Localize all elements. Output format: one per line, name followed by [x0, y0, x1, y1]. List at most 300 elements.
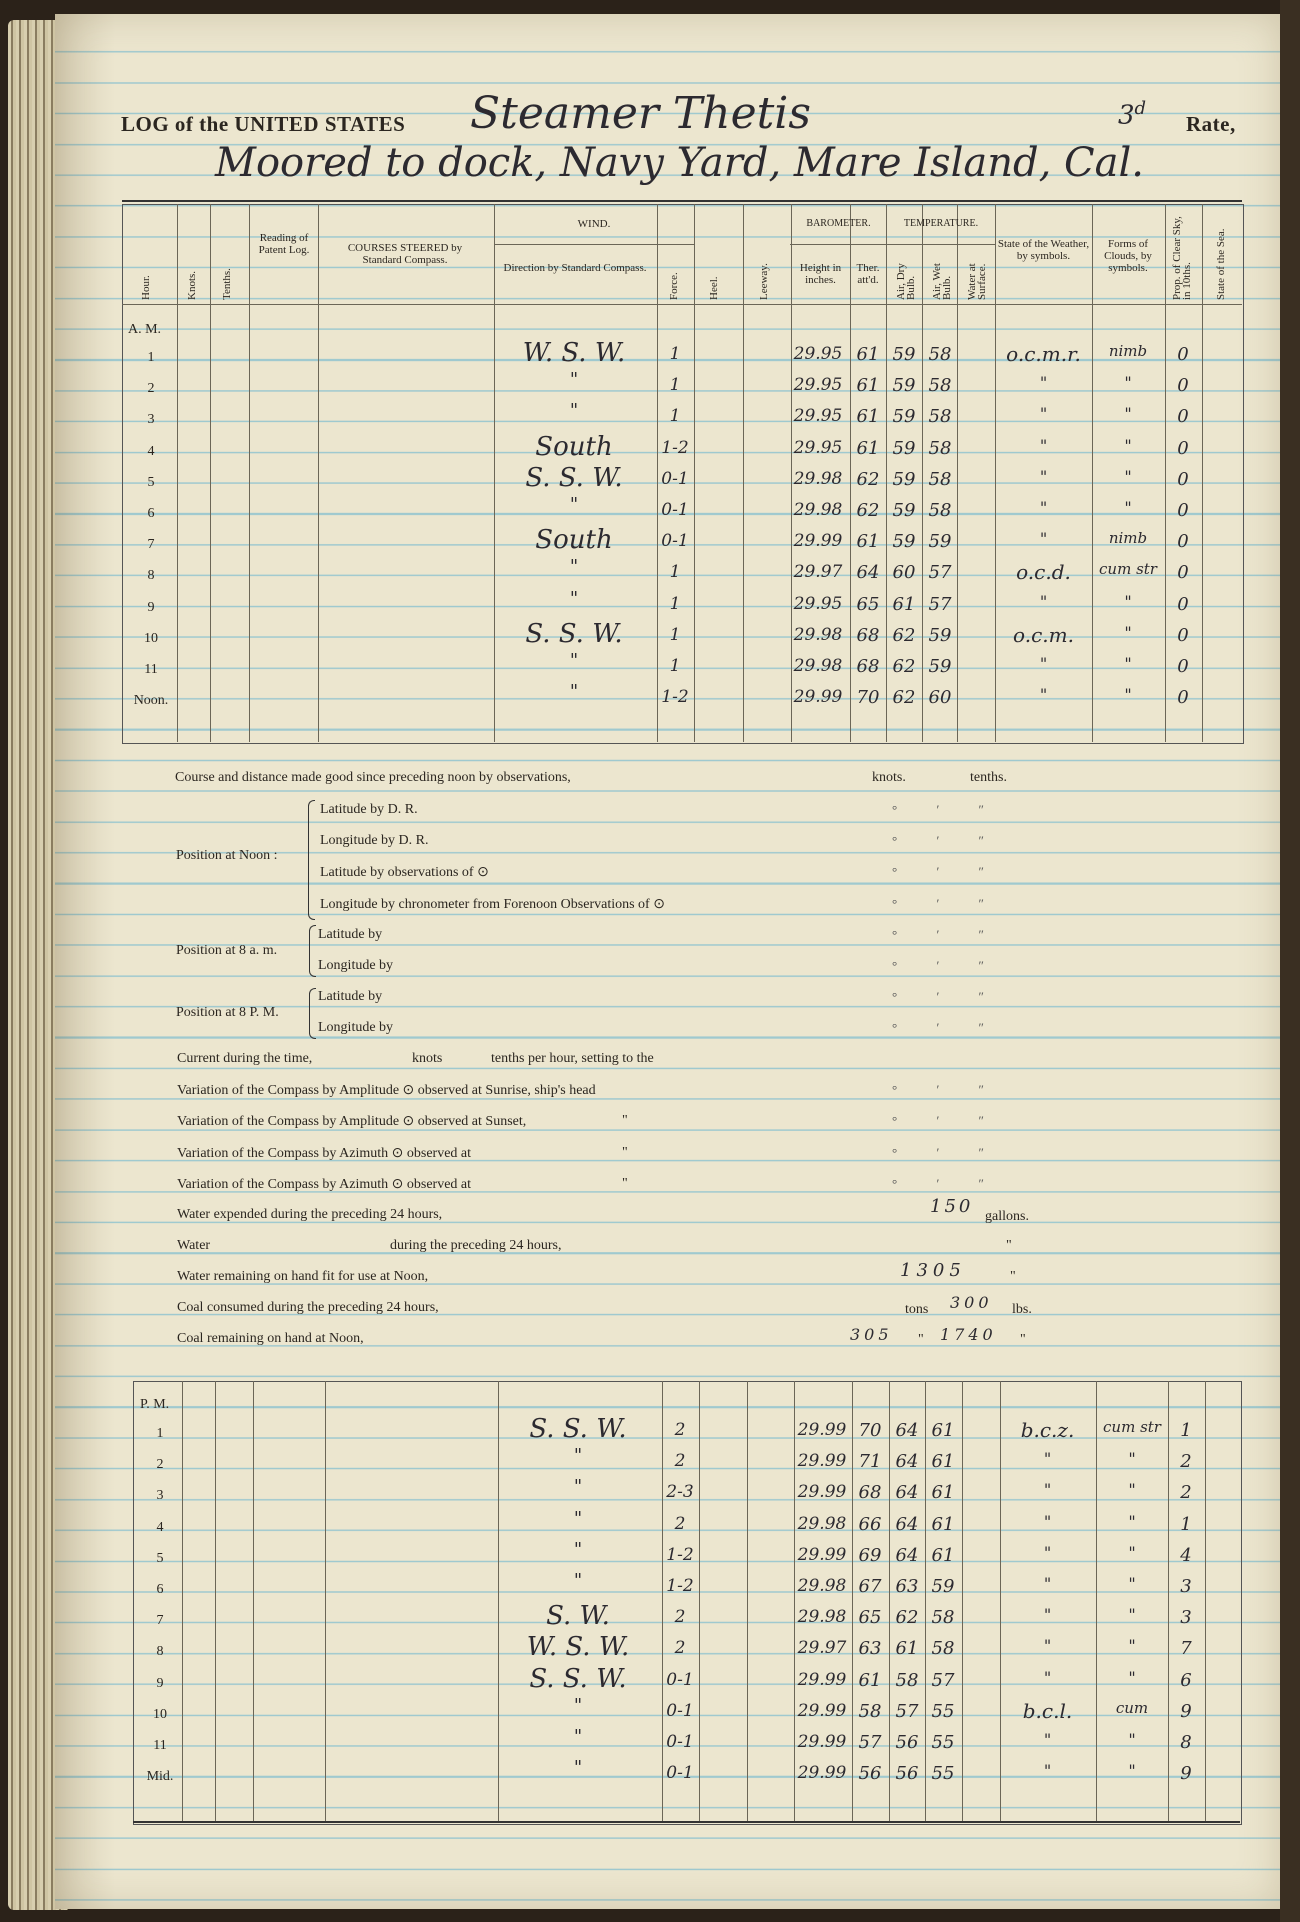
pm-row-clouds: ": [1128, 1574, 1136, 1593]
pm-row-wet: 59: [931, 1576, 955, 1597]
pm-row-height: 29.99: [797, 1451, 847, 1472]
pm-row-weather: ": [1043, 1636, 1052, 1656]
am-row-dry: 59: [892, 344, 916, 365]
am-row-wet: 58: [928, 406, 952, 428]
pm-row-height: 29.98: [797, 1513, 847, 1534]
pm-row-wet: 61: [931, 1544, 955, 1566]
col-force-header: Force.: [668, 272, 680, 300]
pm-row-hour: 8: [156, 1644, 164, 1660]
am-col-divider: [318, 204, 319, 742]
water-expended-value: 150: [930, 1196, 974, 1217]
am-row-hour: 6: [147, 506, 155, 521]
pm-row-hour: 5: [156, 1550, 164, 1566]
degree-symbols: ° ′ ″: [892, 958, 1002, 973]
course-tenths: tenths.: [970, 770, 1007, 785]
noon-lat-obs: Latitude by observations of ⊙: [320, 865, 489, 880]
pm-row-ther: 70: [858, 1420, 882, 1441]
water-during-label: during the preceding 24 hours,: [390, 1238, 562, 1253]
am-row-dry: 59: [892, 375, 916, 397]
pm-row-clouds: ": [1128, 1636, 1136, 1656]
am-row-wet: 60: [928, 687, 952, 709]
am-row-clouds: ": [1124, 685, 1132, 705]
pm-row-height: 29.98: [797, 1576, 847, 1596]
am-row-force: 0-1: [661, 500, 689, 520]
pm-row-ther: 57: [858, 1732, 882, 1753]
am-row-ther: 70: [856, 687, 880, 709]
pm-row-force: 0-1: [666, 1669, 694, 1690]
am-row-ther: 68: [856, 656, 880, 677]
am-row-weather: ": [1039, 435, 1048, 455]
am-row-wind: ": [569, 650, 579, 671]
am-row-dry: 59: [892, 406, 916, 428]
pm-row-clouds: ": [1128, 1667, 1136, 1687]
pm-row-clouds: cum str: [1103, 1418, 1161, 1436]
am-row-clear: 0: [1177, 687, 1189, 709]
am-row-clouds: nimb: [1108, 529, 1148, 548]
pm-row-wet: 58: [931, 1607, 955, 1629]
am-row-hour: 9: [147, 599, 155, 615]
var-azimuth-1: Variation of the Compass by Azimuth ⊙ observed at: [177, 1146, 472, 1161]
pm-row-height: 29.99: [797, 1482, 847, 1503]
pm-row-dry: 63: [895, 1576, 919, 1597]
am-row-force: 1: [669, 624, 681, 645]
pm-row-force: 0-1: [666, 1732, 694, 1752]
am-row-force: 1-2: [661, 687, 689, 708]
am-row-wind: ": [569, 400, 579, 422]
coal-remaining-tons: 305: [850, 1325, 893, 1344]
am-header-rule: [122, 304, 1242, 305]
current-tenths: tenths per hour, setting to the: [491, 1051, 654, 1066]
am-row-height: 29.95: [793, 406, 843, 427]
pm-row-hour: 1: [156, 1426, 164, 1441]
col-weather-header: State of the Weather, by symbols.: [997, 238, 1090, 262]
am-top-rule: [122, 200, 1242, 202]
pm-col-divider: [962, 1381, 963, 1823]
col-wet-bulb-header: Air, Wet Bulb.: [931, 263, 953, 300]
col-height-header: Height in inches.: [799, 262, 842, 286]
am-row-wind: South: [535, 525, 613, 556]
am-row-weather: o.c.m.r.: [1006, 342, 1081, 366]
book-binding: [1280, 0, 1300, 1922]
am-row-hour: Noon.: [133, 693, 169, 709]
am-row-wind: ": [569, 587, 579, 609]
am-row-ther: 61: [856, 344, 880, 365]
pm-row-wet: 58: [931, 1638, 955, 1660]
pm-row-ther: 56: [858, 1763, 882, 1785]
pm-row-clear: 3: [1180, 1607, 1192, 1629]
am-row-ther: 62: [856, 468, 880, 490]
am-col-divider: [210, 204, 211, 742]
degree-symbols: ° ′ ″: [892, 1113, 1002, 1128]
col-wind-header: WIND.: [577, 218, 611, 230]
pm-col-divider: [747, 1381, 748, 1823]
pm-row-dry: 57: [895, 1700, 919, 1722]
pm-row-clear: 7: [1180, 1638, 1192, 1660]
col-barometer-header: BAROMETER.: [806, 218, 871, 229]
col-hour-header: Hour.: [140, 275, 152, 300]
am-row-wind: W. S. W.: [522, 338, 626, 368]
am-row-height: 29.95: [793, 593, 843, 614]
pm-row-height: 29.98: [797, 1607, 847, 1628]
pm-row-wind: W. S. W.: [526, 1632, 630, 1663]
pm-row-height: 29.99: [797, 1544, 847, 1565]
degree-symbols: ° ′ ″: [892, 833, 1002, 848]
pm-log-table: [133, 1381, 1242, 1825]
pm-row-ther: 66: [858, 1513, 882, 1535]
pm-row-wet: 61: [931, 1513, 955, 1535]
pm-col-divider: [1168, 1381, 1169, 1823]
pm-col-divider: [794, 1381, 795, 1823]
am-row-ther: 61: [856, 437, 880, 459]
pm-row-height: 29.99: [797, 1669, 847, 1690]
pm-row-height: 29.99: [797, 1700, 847, 1721]
wind-subrule: [494, 244, 694, 245]
am-row-clouds: ": [1124, 435, 1132, 455]
am-row-clear: 0: [1177, 593, 1189, 615]
pm-row-ther: 67: [858, 1576, 882, 1597]
col-patent-log-header: Reading of Patent Log.: [258, 232, 310, 256]
pm-row-height: 29.97: [797, 1638, 847, 1659]
ditto-mark: ": [622, 1145, 628, 1160]
am-row-hour: 8: [147, 568, 155, 584]
am-row-weather: ": [1039, 498, 1048, 517]
col-dry-bulb-header: Air, Dry Bulb.: [895, 263, 917, 300]
pm-row-force: 2: [674, 1638, 686, 1659]
am-row-clear: 0: [1177, 344, 1189, 365]
am-row-wind: ": [569, 369, 579, 391]
pm-row-ther: 68: [858, 1482, 882, 1504]
pm-row-hour: 9: [156, 1675, 164, 1691]
am-row-force: 1: [669, 406, 681, 427]
pm-col-divider: [852, 1381, 853, 1823]
pm-row-height: 29.99: [797, 1763, 847, 1784]
pm-row-clear: 3: [1180, 1576, 1192, 1597]
pm-row-clouds: ": [1128, 1511, 1136, 1531]
am-row-clouds: ": [1124, 591, 1132, 611]
am-row-clear: 0: [1177, 500, 1189, 521]
am-row-hour: 1: [147, 350, 155, 365]
col-leeway-header: Leeway.: [758, 263, 770, 300]
col-heel-header: Heel.: [708, 276, 720, 300]
pm-row-clear: 9: [1180, 1700, 1192, 1722]
am-row-wet: 59: [928, 531, 952, 553]
water-expended-label: Water expended during the preceding 24 hours,: [177, 1207, 443, 1222]
am-row-height: 29.95: [793, 437, 843, 458]
am-row-ther: 61: [856, 531, 880, 553]
am-label: A. M.: [128, 322, 162, 337]
am-row-height: 29.99: [793, 531, 843, 552]
am-row-clouds: cum str: [1099, 560, 1157, 579]
am-row-weather: ": [1039, 404, 1048, 424]
degree-symbols: ° ′ ″: [892, 802, 1002, 817]
pm-row-wind: S. S. W.: [529, 1663, 627, 1694]
am-row-ther: 64: [856, 562, 880, 584]
am-col-divider: [177, 204, 178, 742]
am-row-wet: 57: [928, 593, 952, 615]
location-line: Moored to dock, Navy Yard, Mare Island, Cal.: [215, 140, 1144, 186]
pm-row-clouds: ": [1128, 1480, 1136, 1500]
pm-row-weather: ": [1043, 1730, 1052, 1749]
pm-row-clouds: ": [1128, 1605, 1136, 1625]
course-label: Course and distance made good since preceding noon by observations,: [175, 770, 571, 785]
am-row-hour: 10: [144, 630, 158, 646]
pm-col-divider: [1096, 1381, 1097, 1823]
pm-row-hour: 7: [156, 1613, 164, 1629]
pm-col-divider: [325, 1381, 326, 1823]
am-row-weather: o.c.m.: [1013, 622, 1074, 647]
var-sunrise: Variation of the Compass by Amplitude ⊙ observed at Sunrise, ship's head: [177, 1083, 596, 1098]
pm-row-dry: 62: [895, 1607, 919, 1629]
am-row-wind: ": [569, 556, 579, 578]
am-row-weather: ": [1039, 685, 1048, 705]
am-row-clouds: ": [1124, 466, 1132, 486]
am-row-wet: 59: [928, 656, 952, 677]
am-row-wet: 59: [928, 624, 952, 646]
am-row-clear: 0: [1177, 624, 1189, 646]
pm-row-force: 1-2: [666, 1544, 694, 1565]
ditto-mark: ": [622, 1113, 628, 1128]
ditto-mark: ": [622, 1176, 628, 1191]
am-row-clouds: ": [1124, 622, 1132, 642]
pm-row-force: 0-1: [666, 1763, 694, 1784]
am-row-clouds: ": [1124, 498, 1132, 517]
am-row-hour: 3: [147, 412, 155, 428]
coal-ditto: ": [918, 1332, 924, 1347]
pm-row-height: 29.99: [797, 1420, 847, 1440]
pm-row-ther: 61: [858, 1669, 882, 1691]
am-row-height: 29.99: [793, 687, 843, 708]
col-wind-direction-header: Direction by Standard Compass.: [503, 262, 647, 274]
am-row-height: 29.98: [793, 624, 843, 645]
pm-row-dry: 58: [895, 1669, 919, 1691]
am-row-hour: 11: [144, 662, 158, 677]
am-row-clear: 0: [1177, 468, 1189, 490]
degree-symbols: ° ′ ″: [892, 989, 1002, 1004]
pm-row-weather: ": [1043, 1542, 1052, 1562]
water-remaining-value: 1305: [900, 1260, 966, 1281]
am-row-wind: S. S. W.: [525, 618, 623, 649]
gallons-label: gallons.: [985, 1209, 1029, 1224]
am8-bracket: [309, 925, 316, 977]
pm-row-clouds: ": [1128, 1449, 1136, 1469]
pm-row-hour: 4: [156, 1519, 164, 1535]
am-row-weather: ": [1039, 466, 1048, 486]
log-title: LOG of the UNITED STATES: [121, 112, 406, 136]
pm-col-divider: [699, 1381, 700, 1823]
pm-row-dry: 61: [895, 1638, 919, 1660]
pm-row-clouds: cum: [1115, 1698, 1149, 1717]
am-row-clouds: nimb: [1108, 342, 1148, 360]
am-row-weather: ": [1039, 529, 1048, 549]
col-sea-header: State of the Sea.: [1215, 228, 1227, 300]
am-row-height: 29.97: [793, 562, 843, 583]
degree-symbols: ° ′ ″: [892, 864, 1002, 879]
pm-bottom-rule: [133, 1821, 1240, 1823]
pm-row-weather: ": [1043, 1480, 1052, 1500]
noon-lat-dr: Latitude by D. R.: [320, 802, 418, 817]
pm-row-height: 29.99: [797, 1732, 847, 1752]
pm-row-wet: 61: [931, 1451, 955, 1473]
am-row-force: 0-1: [661, 468, 689, 489]
pm-row-clear: 9: [1180, 1763, 1192, 1785]
pm-row-force: 2: [674, 1607, 686, 1628]
pm-row-force: 2-3: [666, 1482, 694, 1503]
pm-row-wind: S. W.: [546, 1601, 610, 1632]
noon-bracket: [308, 800, 315, 920]
pm-row-wind: ": [573, 1694, 583, 1716]
pm-row-weather: ": [1043, 1449, 1052, 1469]
am-col-divider: [694, 204, 695, 742]
col-courses-header: COURSES STEERED by Standard Compass.: [347, 242, 463, 266]
am-row-clouds: ": [1124, 404, 1132, 424]
pm-label: P. M.: [140, 1397, 170, 1412]
am-row-dry: 61: [892, 593, 916, 615]
am-row-hour: 2: [147, 381, 155, 397]
pm-row-wet: 55: [931, 1700, 955, 1722]
pm-row-clear: 4: [1180, 1544, 1192, 1566]
pm-row-wet: 61: [931, 1420, 955, 1441]
am-row-dry: 59: [892, 531, 916, 553]
am-row-dry: 62: [892, 656, 916, 677]
am-row-dry: 59: [892, 437, 916, 459]
am-row-wet: 58: [928, 375, 952, 397]
pm-row-clouds: ": [1128, 1730, 1136, 1749]
am-row-force: 1: [669, 344, 681, 364]
pm-row-dry: 64: [895, 1482, 919, 1504]
am-row-clear: 0: [1177, 406, 1189, 428]
am-row-clear: 0: [1177, 531, 1189, 553]
am-row-hour: 5: [147, 474, 155, 490]
am-row-clouds: ": [1124, 373, 1132, 393]
coal-remaining-lbs: 1740: [940, 1325, 997, 1344]
pm-row-dry: 56: [895, 1763, 919, 1785]
pm-row-clear: 6: [1180, 1669, 1192, 1691]
am-row-wind: S. S. W.: [525, 462, 623, 493]
pm-row-weather: ": [1043, 1605, 1052, 1625]
am-row-dry: 59: [892, 500, 916, 521]
pm-row-wind: ": [573, 1726, 583, 1747]
pm-row-wind: ": [573, 1538, 583, 1560]
pm-row-wind: ": [573, 1757, 583, 1779]
pm-row-clear: 2: [1180, 1451, 1192, 1473]
am-row-force: 1-2: [661, 437, 689, 458]
col-clouds-header: Forms of Clouds, by symbols.: [1104, 238, 1152, 274]
pm-row-ther: 65: [858, 1607, 882, 1629]
am-row-wet: 58: [928, 437, 952, 459]
col-water-surface-header: Water at Surface.: [966, 263, 988, 300]
pm-row-clouds: ": [1128, 1542, 1136, 1562]
am-row-ther: 61: [856, 406, 880, 428]
pm-row-wet: 55: [931, 1732, 955, 1753]
position-noon-label: Position at Noon :: [176, 848, 278, 863]
pm-row-force: 2: [674, 1451, 686, 1472]
pm-row-hour: 6: [156, 1582, 164, 1597]
am-row-ther: 68: [856, 624, 880, 646]
am-row-clear: 0: [1177, 437, 1189, 459]
pm-row-force: 1-2: [666, 1576, 694, 1596]
coal-ditto-2: ": [1020, 1332, 1026, 1347]
am-row-hour: 7: [147, 537, 155, 553]
pos-8am-lon: Longitude by: [318, 958, 394, 973]
var-azimuth-2: Variation of the Compass by Azimuth ⊙ observed at: [177, 1177, 472, 1192]
degree-symbols: ° ′ ″: [892, 1145, 1002, 1160]
col-temperature-header: TEMPERATURE.: [903, 218, 979, 229]
degree-symbols: ° ′ ″: [892, 1176, 1002, 1191]
pm-row-wet: 55: [931, 1763, 955, 1785]
col-knots-header: Knots.: [186, 270, 198, 300]
pm-row-dry: 56: [895, 1732, 919, 1753]
pm-row-dry: 64: [895, 1451, 919, 1473]
pm-row-dry: 64: [895, 1420, 919, 1441]
am-row-clear: 0: [1177, 375, 1189, 397]
am-row-force: 0-1: [661, 531, 689, 552]
am-row-force: 1: [669, 562, 681, 583]
pm-row-clear: 8: [1180, 1732, 1192, 1753]
am-row-hour: 4: [147, 443, 155, 459]
coal-remaining-label: Coal remaining on hand at Noon,: [177, 1331, 364, 1346]
lbs-label: lbs.: [1012, 1302, 1032, 1317]
pos-8pm-lat: Latitude by: [318, 989, 383, 1004]
pm-row-hour: Mid.: [146, 1769, 174, 1785]
am-row-wet: 58: [928, 468, 952, 490]
col-tenths-header: Tenths.: [221, 268, 233, 300]
pm-col-divider: [182, 1381, 183, 1823]
am-row-weather: ": [1039, 591, 1048, 611]
rate-superscript: d: [1134, 98, 1147, 119]
water-remaining-label: Water remaining on hand fit for use at Noon,: [177, 1269, 429, 1284]
am-row-weather: o.c.d.: [1016, 560, 1071, 585]
am-row-dry: 62: [892, 624, 916, 646]
pm-row-clear: 1: [1180, 1513, 1192, 1535]
pm-row-wind: ": [573, 1445, 583, 1467]
baro-subrule: [790, 244, 995, 245]
am-row-wet: 58: [928, 500, 952, 521]
pm-row-wind: ": [573, 1570, 583, 1591]
pm-col-divider: [889, 1381, 890, 1823]
pm-row-weather: ": [1043, 1511, 1052, 1531]
am-row-force: 1: [669, 375, 681, 396]
ditto-mark: ": [1010, 1269, 1016, 1284]
am-col-divider: [249, 204, 250, 742]
course-knots: knots.: [872, 770, 906, 785]
degree-symbols: ° ′ ″: [892, 1020, 1002, 1035]
vessel-name: Steamer Thetis: [470, 88, 811, 139]
degree-symbols: ° ′ ″: [892, 1082, 1002, 1097]
current-knots: knots: [412, 1051, 443, 1066]
am-row-ther: 61: [856, 375, 880, 397]
pm-row-hour: 3: [156, 1488, 164, 1504]
position-8am-label: Position at 8 a. m.: [176, 943, 278, 958]
am-row-height: 29.98: [793, 656, 843, 676]
rate-number: 3$^d$: [1118, 98, 1147, 131]
col-clear-sky-header: Prop. of Clear Sky, in 10ths.: [1171, 216, 1193, 300]
col-ther-header: Ther. att'd.: [856, 262, 880, 286]
pm-row-wet: 57: [931, 1669, 955, 1691]
am-row-wet: 58: [928, 344, 952, 365]
am-row-height: 29.98: [793, 500, 843, 520]
pm-row-wind: ": [573, 1507, 583, 1529]
am-row-wet: 57: [928, 562, 952, 584]
degree-symbols: ° ′ ″: [892, 896, 1002, 911]
am-row-clouds: ": [1124, 654, 1132, 673]
pm-row-ther: 69: [858, 1544, 882, 1566]
am-col-divider: [743, 204, 744, 742]
pm-row-force: 2: [674, 1513, 686, 1534]
pm-row-wet: 61: [931, 1482, 955, 1504]
pm-row-force: 0-1: [666, 1700, 694, 1721]
pm-row-weather: b.c.z.: [1020, 1418, 1075, 1442]
am-row-wind: ": [569, 494, 579, 515]
